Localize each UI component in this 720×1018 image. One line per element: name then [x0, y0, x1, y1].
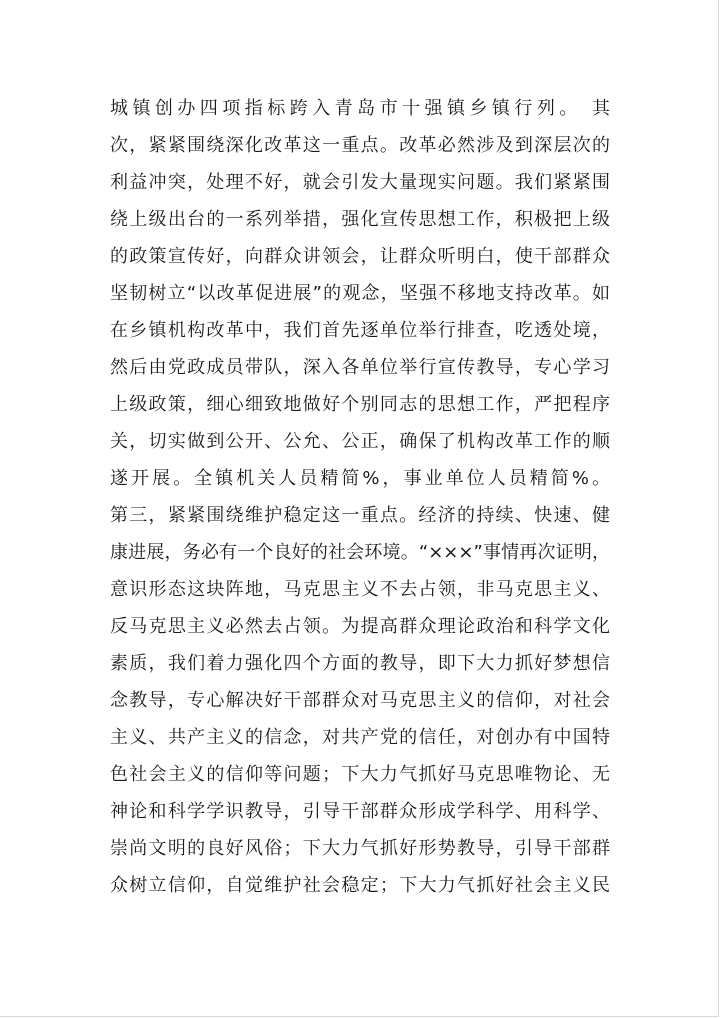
- text-line: 次，紧紧围绕深化改革这一重点。改革必然涉及到深层次的: [110, 135, 610, 156]
- text-line: 坚韧树立“以改革促进展”的观念，坚强不移地支持改革。如: [110, 283, 610, 304]
- text-line: 利益冲突，处理不好，就会引发大量现实问题。我们紧紧围: [110, 172, 610, 193]
- text-line: 上级政策，细心细致地做好个别同志的思想工作，严把程序: [110, 394, 610, 415]
- text-line: 意识形态这块阵地，马克思主义不去占领，非马克思主义、: [110, 579, 610, 600]
- text-line: 关，切实做到公开、公允、公正，确保了机构改革工作的顺: [110, 431, 610, 452]
- text-line: 素质，我们着力强化四个方面的教导，即下大力抓好梦想信: [110, 653, 610, 674]
- text-line: 反马克思主义必然去占领。为提高群众理论政治和科学文化: [110, 616, 610, 637]
- text-line: 第三，紧紧围绕维护稳定这一重点。经济的持续、快速、健: [110, 505, 610, 526]
- text-line: 崇尚文明的良好风俗；下大力气抓好形势教导，引导干部群: [110, 838, 610, 859]
- body-paragraph: [110, 90, 610, 904]
- text-line: 众树立信仰，自觉维护社会稳定；下大力气抓好社会主义民: [110, 875, 610, 896]
- text-line: 绕上级出台的一系列举措，强化宣传思想工作，积极把上级: [110, 209, 610, 230]
- text-line: 康进展，务必有一个良好的社会环境。“×××”事情再次证明，: [110, 542, 610, 563]
- text-line: 的政策宣传好，向群众讲领会，让群众听明白，使干部群众: [110, 246, 610, 267]
- text-line: 念教导，专心解决好干部群众对马克思主义的信仰，对社会: [110, 690, 610, 711]
- text-line: 色社会主义的信仰等问题；下大力气抓好马克思唯物论、无: [110, 764, 610, 785]
- text-line: 然后由党政成员带队，深入各单位举行宣传教导，专心学习: [110, 357, 610, 378]
- text-line: 城镇创办四项指标跨入青岛市十强镇乡镇行列。 其: [110, 98, 610, 119]
- text-line: 在乡镇机构改革中，我们首先逐单位举行排查，吃透处境，: [110, 320, 610, 341]
- text-line: 神论和科学学识教导，引导干部群众形成学科学、用科学、: [110, 801, 610, 822]
- text-line: 遂开展。全镇机关人员精简%，事业单位人员精简%。: [110, 468, 610, 489]
- text-line: 主义、共产主义的信念，对共产党的信任，对创办有中国特: [110, 727, 610, 748]
